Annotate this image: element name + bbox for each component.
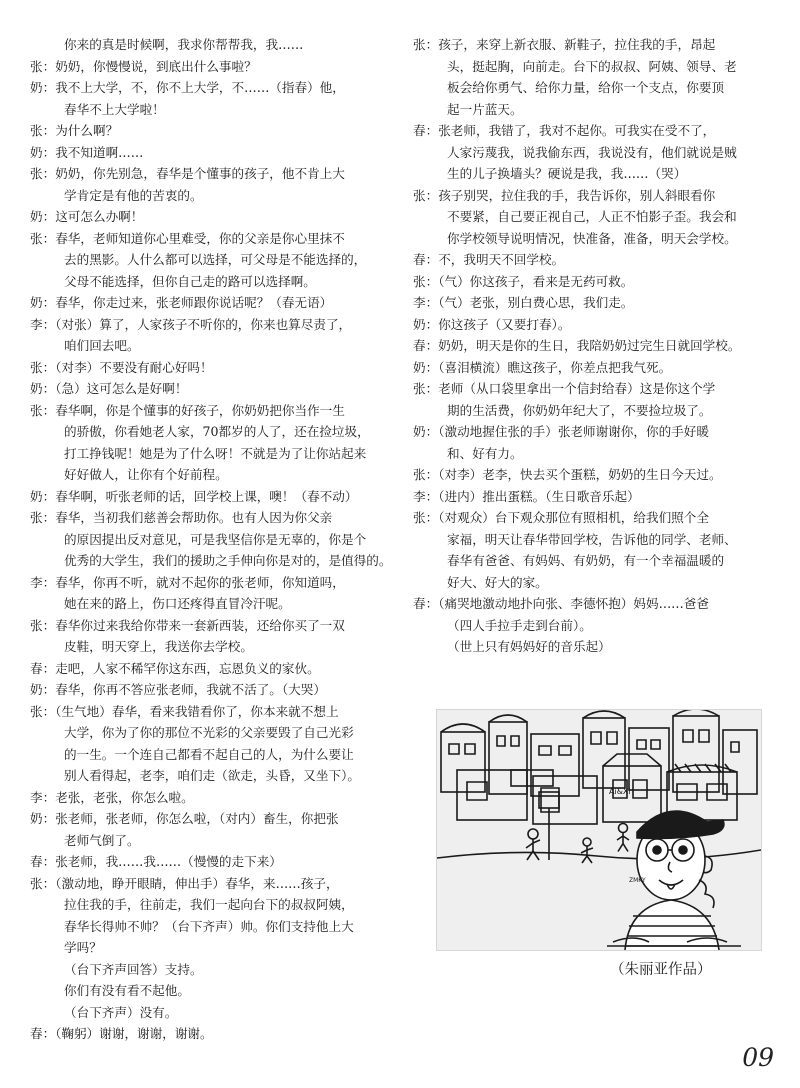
script-line: 张：孩子，来穿上新衣服、新鞋子，拉住我的手，昂起 [413,37,716,52]
script-line: 生的儿子换墙头？硬说是我，我……（哭） [447,166,687,181]
script-line: 张：春华啊，你是个懂事的好孩子，你奶奶把你当作一生 [30,402,345,418]
script-line: 李：（进内）推出蛋糕。（生日歌音乐起） [413,488,640,504]
script-line: 李：（气）老张，别白费心思，我们走。 [413,295,634,310]
script-line: 李：老张，老张，你怎么啦。 [30,789,194,805]
script-line: 奶：春华，你再不答应张老师，我就不活了。（大哭） [30,682,326,697]
script-line: 好大、好大的家。 [447,574,548,590]
script-line: 优秀的大学生，我们的援助之手伸向你是对的，是值得的。 [64,553,392,568]
script-line: 张：奶奶，你慢慢说，到底出什么事啦？ [30,58,257,74]
script-line: 的骄傲，你看她老人家，70都岁的人了，还在捡垃圾， [64,424,370,439]
script-line: 奶：我不知道啊…… [30,144,144,160]
script-line: （台下齐声）没有。 [64,1004,178,1020]
script-line: 张：（对观众）台下观众那位有照相机，给我们照个全 [413,510,709,525]
script-line: 皮鞋，明天穿上，我送你去学校。 [64,639,253,654]
script-line: 奶：春华，你走过来，张老师跟你说话呢？（春无语） [30,295,333,310]
script-line: 你来的真是时候啊，我求你帮帮我，我…… [64,37,304,52]
script-line: 和、好有力。 [447,445,523,461]
script-line: （四人手拉手走到台前）。 [447,617,592,633]
page-number: 09 [742,1043,774,1072]
script-line: 奶：这可怎么办啊！ [30,209,144,224]
script-line: （台下齐声回答）支持。 [64,961,203,977]
script-line: 奶：张老师，张老师，你怎么啦，（对内）畜生，你把张 [30,811,339,826]
script-line: 起一片蓝天。 [447,101,523,117]
shop-sign-text: Ai&Xi [609,787,631,796]
script-line: 家福，明天让春华带回学校，告诉他的同学、老师、 [447,531,737,547]
script-line: 拉住我的手，往前走，我们一起向台下的叔叔阿姨， [64,897,354,912]
script-line: 奶：（激动地握住张的手）张老师谢谢你，你的手好暖 [413,424,709,439]
script-line: 春：走吧，人家不稀罕你这东西，忘恩负义的家伙。 [30,660,320,676]
script-line: 李：春华，你再不听，就对不起你的张老师，你知道吗， [30,574,345,590]
script-line: 咱们回去吧。 [64,338,140,353]
script-line: 老师气倒了。 [64,832,140,848]
script-line: 奶：春华啊，听张老师的话，回学校上课，噢！（春不动） [30,488,358,504]
cartoon-illustration [436,709,762,951]
script-line: 头，挺起胸，向前走。台下的叔叔、阿姨、领导、老 [447,58,737,74]
script-line: 去的黑影。人什么都可以选择，可父母是不能选择的， [64,252,367,267]
script-line: 张：（激动地，睁开眼睛，伸出手）春华，来……孩子， [30,875,339,891]
script-line: 张：老师（从口袋里拿出一个信封给春）这是你这个学 [413,381,716,396]
script-line: 人家污蔑我，说我偷东西，我说没有，他们就说是贼 [447,144,737,160]
script-line: 打工挣钱呢！她是为了什么呀！不就是为了让你站起来 [64,445,367,461]
script-line: 张：孩子别哭，拉住我的手，我告诉你，别人斜眼看你 [413,187,716,203]
script-line: 张：春华，当初我们慈善会帮助你。也有人因为你父亲 [30,510,333,525]
script-line: 张：奶奶，你先别急，春华是个懂事的孩子，他不肯上大 [30,166,345,181]
script-line: 春：（痛哭地激动地扑向张、李德怀抱）妈妈……爸爸 [413,596,709,611]
script-line: 期的生活费，你奶奶年纪大了，不要捡垃圾了。 [447,402,712,418]
script-line: 春：张老师，我……我……（慢慢的走下来） [30,854,282,869]
script-line: 春：（鞠躬）谢谢，谢谢，谢谢。 [30,1026,213,1041]
artist-signature: ZMKY [629,877,646,884]
script-line: 春：不，我明天不回学校。 [413,252,565,267]
script-line: 学吗？ [64,940,102,955]
script-line: 张：为什么啊？ [30,123,119,138]
script-line: 别人看得起，老李，咱们走（欲走，头昏，又坐下）。 [64,768,360,783]
script-line: 父母不能选择，但你自己走的路可以选择啊。 [64,273,316,289]
script-line: 李：（对张）算了，人家孩子不听你的，你来也算尽责了， [30,316,352,332]
script-line: 的一生。一个连自己都看不起自己的人，为什么要让 [64,746,354,762]
script-line: 张：（对李）不要没有耐心好吗！ [30,359,213,375]
script-line: 张：（对李）老李，快去买个蛋糕，奶奶的生日今天过。 [413,467,722,482]
script-line: 张：（生气地）春华，看来我错看你了，你本来就不想上 [30,703,339,719]
script-line: 大学，你为了你的那位不光彩的父亲要毁了自己光彩 [64,725,354,740]
script-line: 奶：我不上大学，不，你不上大学，不……（指春）他， [30,80,345,95]
script-line: 你学校领导说明情况，快准备，准备，明天会学校。 [447,230,737,246]
script-line: 春华有爸爸、有妈妈、有奶奶，有一个幸福温暖的 [447,553,725,568]
illustration-caption: （朱丽亚作品） [610,962,712,978]
script-line: 奶：（喜泪横流）瞧这孩子，你差点把我气死。 [413,359,672,375]
script-line: 春：奶奶，明天是你的生日，我陪奶奶过完生日就回学校。 [413,338,741,353]
script-line: 你们有没有看不起他。 [64,983,190,998]
script-line: 好好做人，让你有个好前程。 [64,467,228,482]
script-line: 张：春华你过来我给你带来一套新西装，还给你买了一双 [30,617,345,633]
street-scene-drawing [437,710,761,950]
script-line: 学肯定是有他的苦衷的。 [64,187,203,203]
script-column-left [30,34,395,1045]
script-line: 张：春华，老师知道你心里难受，你的父亲是你心里抹不 [30,230,345,246]
script-line: 奶：（急）这可怎么是好啊！ [30,381,188,396]
script-line: （世上只有妈妈好的音乐起） [447,639,611,654]
script-line: 春华长得帅不帅？（台下齐声）帅。你们支持他上大 [64,918,354,934]
script-line: 春：张老师，我错了，我对不起你。可我实在受不了， [413,123,716,138]
script-line: 的原因提出反对意见，可是我坚信你是无辜的，你是个 [64,531,367,547]
script-line: 不要紧，自己要正视自己，人正不怕影子歪。我会和 [447,209,737,224]
script-column-right [413,34,773,658]
script-line: 春华不上大学啦！ [64,101,165,117]
script-line: 板会给你勇气、给你力量，给你一个支点，你要顶 [447,80,725,95]
script-line: 她在来的路上，伤口还疼得直冒冷汗呢。 [64,596,291,611]
script-line: 张：（气）你这孩子，看来是无药可救。 [413,273,634,289]
script-line: 奶：你这孩子（又要打春）。 [413,316,571,332]
